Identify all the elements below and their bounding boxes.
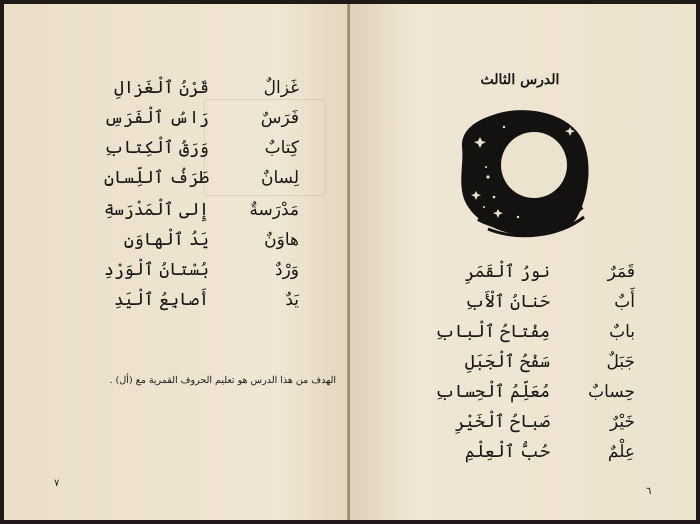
vocab-word: قَمَرٌ [607, 262, 635, 282]
vocab-phrase: قَرْنُ ٱلْغَزالِ [113, 78, 209, 98]
vocab-word: هاوَنٌ [264, 230, 299, 250]
vocab-word: غَزالٌ [263, 78, 299, 98]
vocab-word: أَبٌ [614, 292, 635, 312]
vocab-word: خَيْرٌ [609, 412, 635, 432]
vocab-phrase: حُبُّ ٱلْعِلْمِ [464, 442, 550, 462]
page-number: ٧ [54, 478, 60, 489]
left-page [4, 4, 348, 520]
moon-illustration [458, 107, 593, 242]
vocab-word: عِلْمٌ [607, 442, 635, 462]
vocab-phrase: طَرَفُ ٱللِّسانِ [103, 168, 209, 188]
lesson-title: الدرس الثالث [480, 72, 560, 88]
vocab-word: لِسانٌ [260, 168, 299, 188]
vocab-word: حِسابٌ [588, 382, 635, 402]
page-number: ٦ [646, 486, 652, 497]
vocab-phrase: رَاسُ ٱلْفَرَسِ [103, 108, 209, 128]
vocab-phrase: مُعَلِّمُ ٱلْحِسابِ [435, 382, 550, 402]
vocab-phrase: صَباحُ ٱلْخَيْرِ [454, 412, 550, 432]
vocab-phrase: يَدُ ٱلْهاوَنِ [123, 230, 209, 250]
vocab-phrase: سَفْحُ ٱلْجَبَلِ [464, 352, 550, 372]
vocab-phrase: بُسْتانُ ٱلْوَرْدِ [103, 260, 209, 280]
lesson-note: الهدف من هذا الدرس هو تعليم الحروف القمرية مع (أل) . [109, 375, 336, 386]
vocab-phrase: مِفْتاحُ ٱلْبابِ [435, 322, 550, 342]
vocab-word: جَبَلٌ [606, 352, 635, 372]
vocab-word: يَدٌ [285, 290, 299, 310]
vocab-phrase: إِلى ٱلْمَدْرَسةِ [103, 200, 209, 220]
vocab-phrase: أَصابِعُ ٱلْيَدِ [113, 290, 209, 310]
open-book [4, 4, 696, 520]
vocab-word: فَرَسٌ [260, 108, 299, 128]
vocab-word: وَرْدٌ [275, 260, 299, 280]
vocab-word: كِتابٌ [264, 138, 299, 158]
vocab-phrase: نورُ ٱلْقَمَرِ [464, 262, 550, 282]
vocab-word: مَدْرَسةٌ [249, 200, 299, 220]
right-page [350, 4, 696, 520]
vocab-phrase: وَرَقُ ٱلْكِتابِ [103, 138, 209, 158]
vocab-phrase: حَنانُ ٱلْأَبِ [464, 292, 550, 312]
vocab-word: بابٌ [609, 322, 635, 342]
